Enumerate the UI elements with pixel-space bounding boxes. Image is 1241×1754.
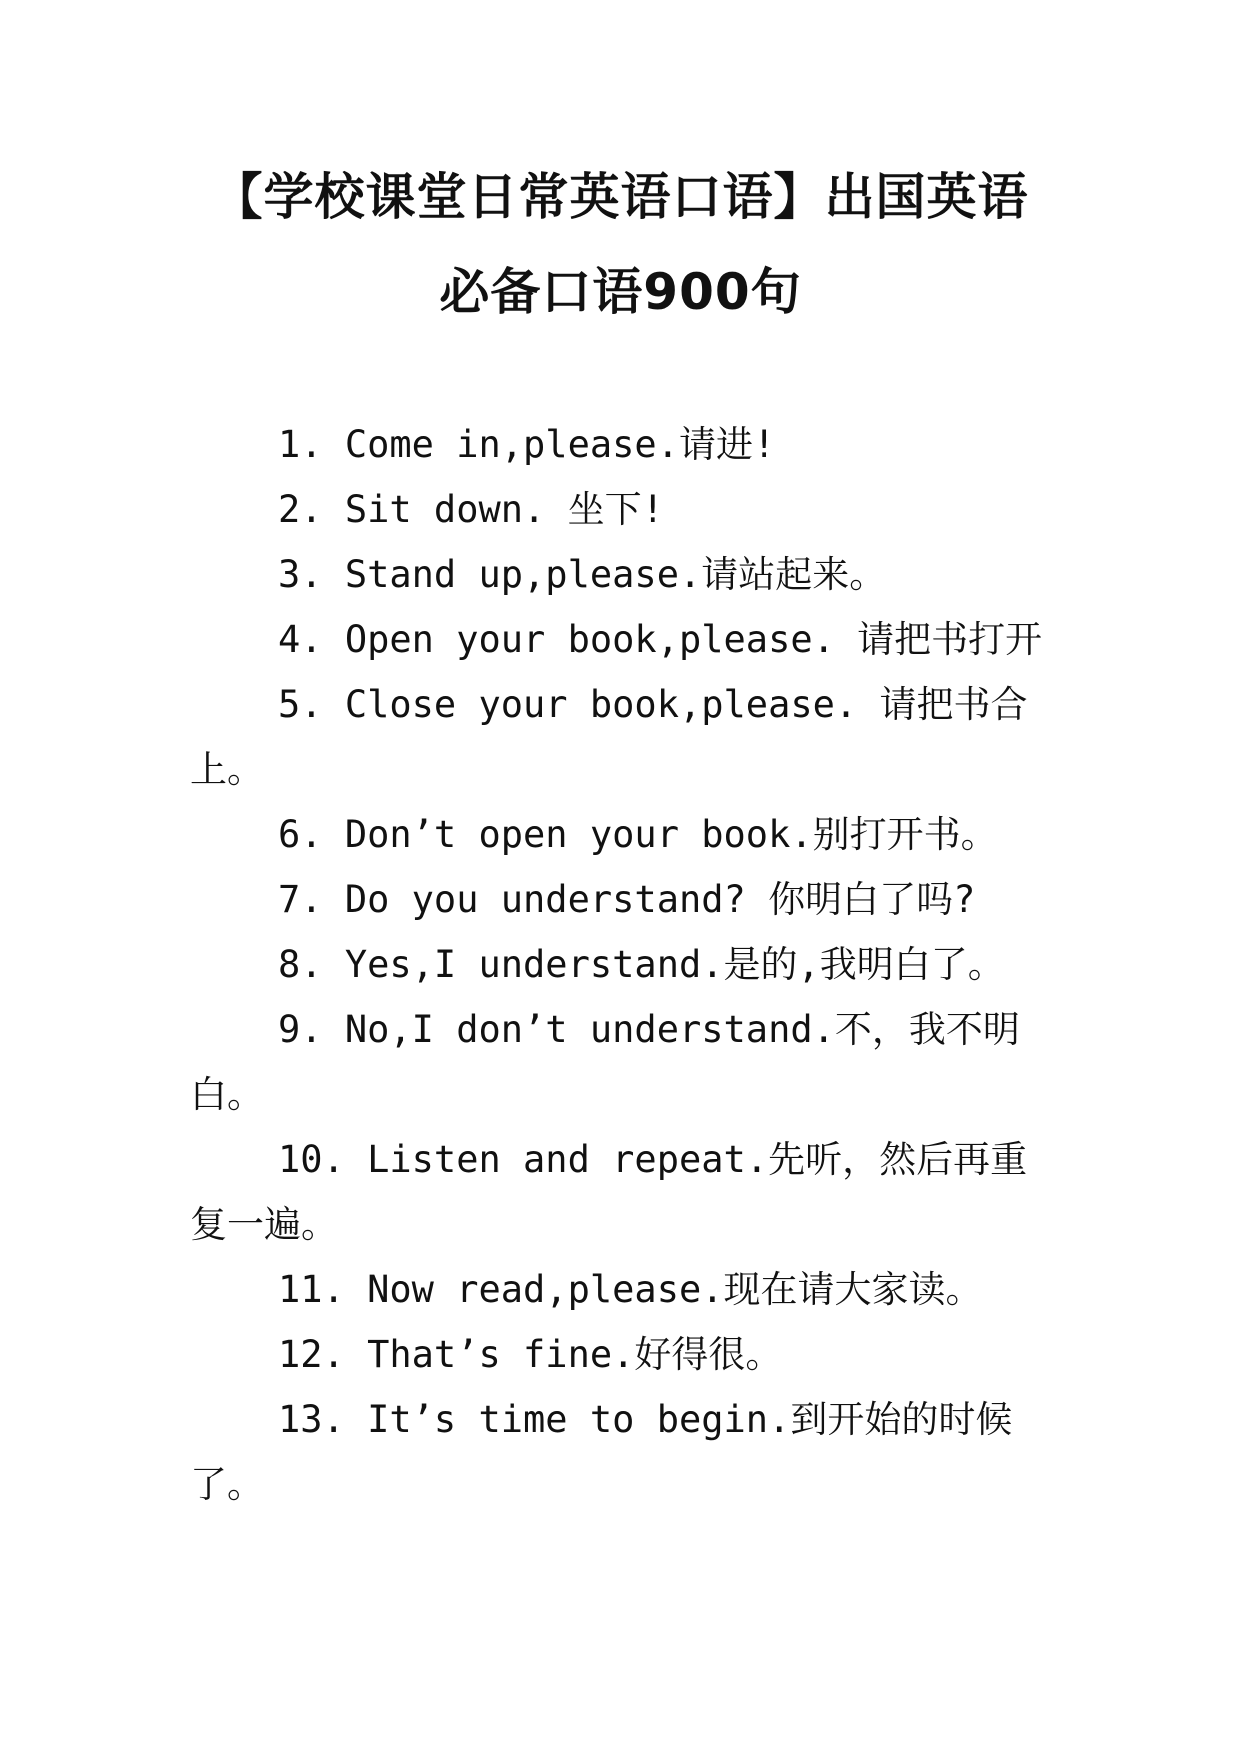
list-item: 1. Come in,please.请进! (278, 423, 776, 466)
list-item: 9. No,I don’t understand.不，我不明白。 (190, 1008, 1020, 1116)
list-item: 8. Yes,I understand.是的,我明白了。 (278, 943, 1005, 986)
list-item: 12. That’s fine.好得很。 (278, 1333, 783, 1376)
list-item: 5. Close your book,please. 请把书合上。 (190, 683, 1028, 791)
list-item: 13. It’s time to begin.到开始的时候了。 (190, 1398, 1013, 1506)
document-title (150, 150, 1091, 340)
title-line-2: 必备口语900句 (439, 263, 802, 321)
list-item: 6. Don’t open your book.别打开书。 (278, 813, 998, 856)
title-line-1: 【学校课堂日常英语口语】出国英语 (212, 168, 1029, 226)
list-item: 11. Now read,please.现在请大家读。 (278, 1268, 983, 1311)
list-item: 10. Listen and repeat.先听，然后再重复一遍。 (190, 1138, 1028, 1246)
list-item: 2. Sit down. 坐下! (278, 488, 664, 531)
list-item: 3. Stand up,please.请站起来。 (278, 553, 887, 596)
phrase-list (190, 412, 1060, 1517)
list-item: 7. Do you understand? 你明白了吗? (278, 878, 976, 921)
list-item: 4. Open your book,please. 请把书打开 (278, 618, 1043, 661)
